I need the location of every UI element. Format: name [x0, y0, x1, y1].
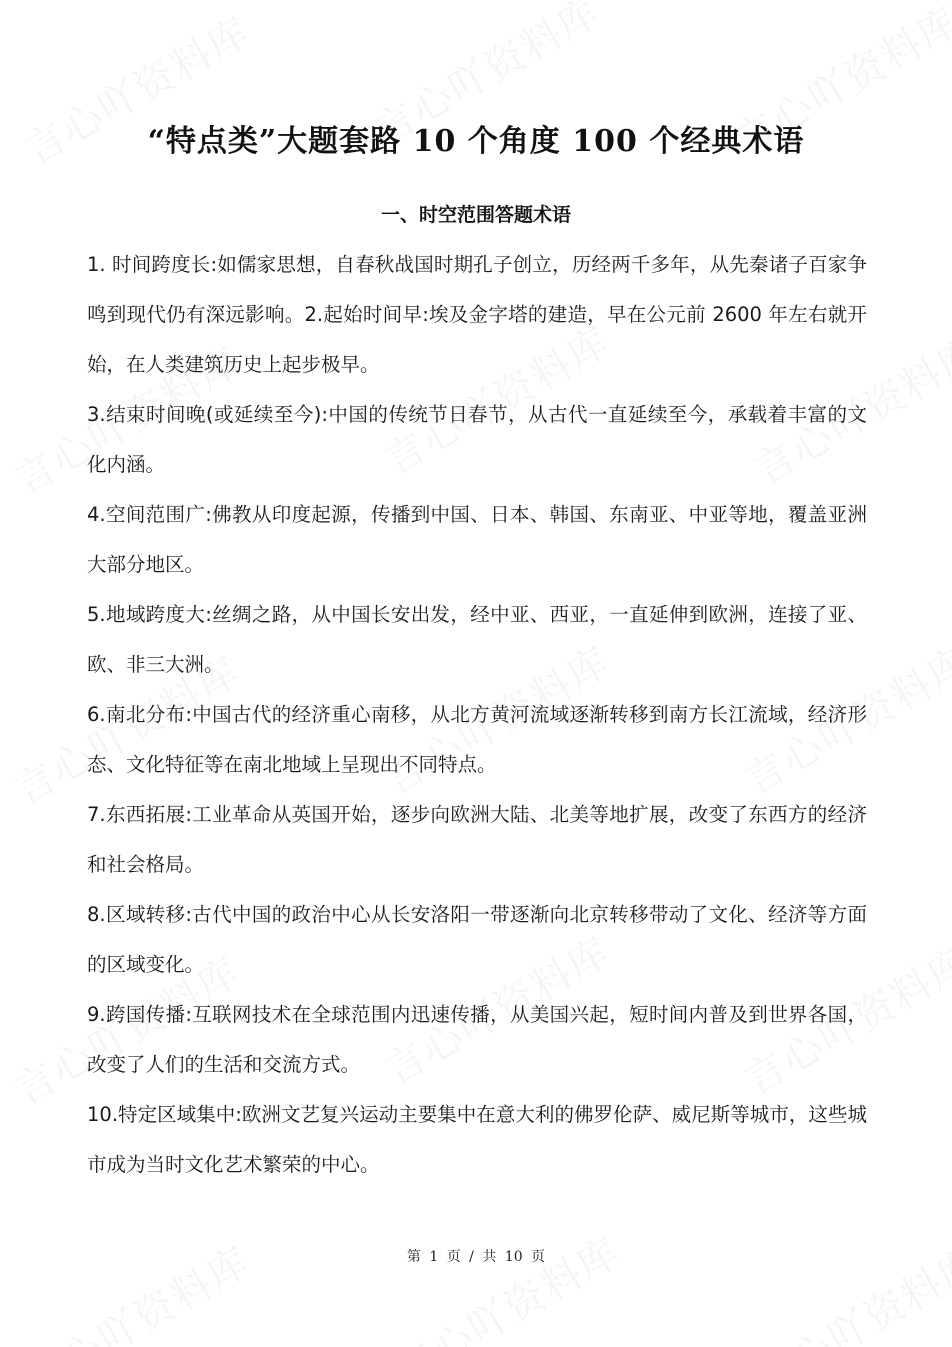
page-number-footer: 第 1 页 / 共 10 页: [406, 1249, 546, 1265]
paragraph-6: 6.南北分布:中国古代的经济重心南移，从北方黄河流域逐渐转移到南方长江流域，经济形态、文化特征等在南北地域上呈现出不同特点。: [87, 703, 867, 776]
paragraph-10: 10.特定区域集中:欧洲文艺复兴运动主要集中在意大利的佛罗伦萨、威尼斯等城市，这些城市成为当时文化艺术繁荣的中心。: [87, 1103, 867, 1176]
document-title: “特点类”大题套路 10 个角度 100 个经典术语: [147, 124, 805, 159]
paragraph-9: 9.跨国传播:互联网技术在全球范围内迅速传播，从美国兴起，短时间内普及到世界各国，改变了人们的生活和交流方式。: [87, 1003, 867, 1076]
paragraph-7: 7.东西拓展:工业革命从英国开始，逐步向欧洲大陆、北美等地扩展，改变了东西方的经济和社会格局。: [87, 803, 867, 876]
section-heading: 一、时空范围答题术语: [380, 204, 571, 226]
paragraph-1: 1. 时间跨度长:如儒家思想，自春秋战国时期孔子创立，历经两千多年，从先秦诸子百家争鸣到现代仍有深远影响。2.起始时间早:埃及金字塔的建造，早在公元前 2600 年左右就开始，在人类建筑历史上起步极早。: [87, 253, 867, 376]
paragraph-5: 5.地域跨度大:丝绸之路，从中国长安出发，经中亚、西亚，一直延伸到欧洲，连接了亚、欧、非三大洲。: [87, 603, 867, 676]
paragraph-3: 3.结束时间晚(或延续至今):中国的传统节日春节，从古代一直延续至今，承载着丰富的文化内涵。: [87, 403, 867, 476]
paragraph-4: 4.空间范围广:佛教从印度起源，传播到中国、日本、韩国、东南亚、中亚等地，覆盖亚洲大部分地区。: [87, 503, 867, 576]
document-body: [87, 240, 867, 1190]
paragraph-8: 8.区域转移:古代中国的政治中心从长安洛阳一带逐渐向北京转移带动了文化、经济等方面的区域变化。: [87, 903, 867, 976]
